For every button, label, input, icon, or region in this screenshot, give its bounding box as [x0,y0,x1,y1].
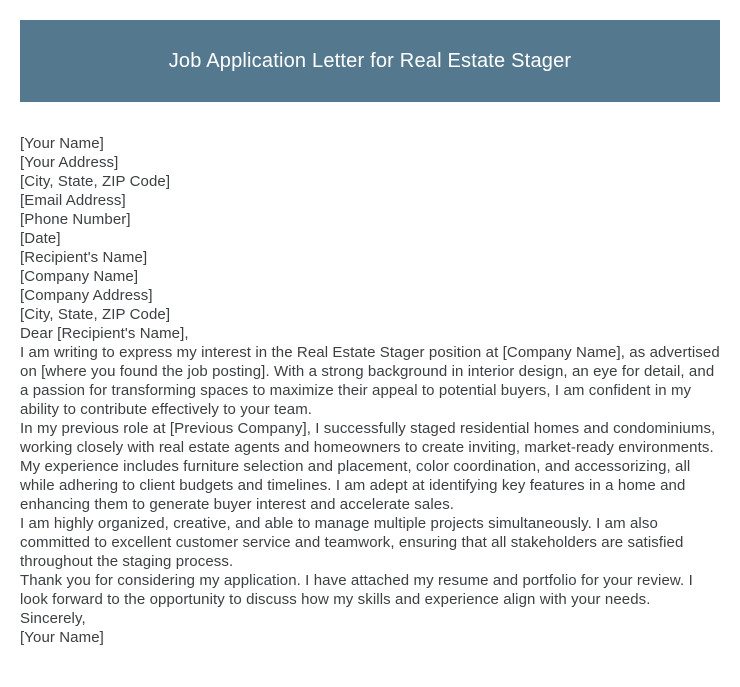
letter-line: In my previous role at [Previous Company], I successfully staged residential homes and condominiums, working closely with real estate agents and homeowners to create inviting, market-ready environments. My experience includes furniture selection and placement, color coordination, and accessorizing, all while adhering to client budgets and timelines. I am adept at identifying key features in a home and enhancing them to generate buyer interest and accelerate sales. [20,420,720,513]
page-title: Job Application Letter for Real Estate Stager [168,49,572,72]
letter-line: [City, State, ZIP Code] [20,173,171,190]
letter-line: I am highly organized, creative, and able to manage multiple projects simultaneously. I am also committed to excellent customer service and teamwork, ensuring that all stakeholders are satisfied throughout the staging process. [20,515,688,570]
letter-line: [Your Address] [20,154,119,171]
header-band [20,20,720,102]
letter-line: [Recipient's Name] [20,249,148,266]
letter-line: I am writing to express my interest in the Real Estate Stager position at [Company Name], as advertised on [where you found the job posting]. With a strong background in interior design, an eye for detail, and a passion for transforming spaces to maximize their appeal to potential buyers, I am confident in my ability to contribute effectively to your team. [20,344,725,418]
letter-line: Thank you for considering my application. I have attached my resume and portfolio for your review. I look forward to the opportunity to discuss how my skills and experience align with your needs. [20,572,698,608]
letter-line: [Date] [20,230,61,247]
letter-line: [Company Name] [20,268,139,285]
letter-line: [Company Address] [20,287,153,304]
letter-line: [City, State, ZIP Code] [20,306,171,323]
letter-body [20,134,725,647]
letter-line: [Your Name] [20,135,104,152]
letter-line: [Email Address] [20,192,126,209]
letter-line: [Phone Number] [20,211,131,228]
letter-line: Dear [Recipient's Name], [20,325,189,342]
page-root [0,20,740,687]
letter-line: Sincerely, [20,610,86,627]
letter-line: [Your Name] [20,629,104,646]
